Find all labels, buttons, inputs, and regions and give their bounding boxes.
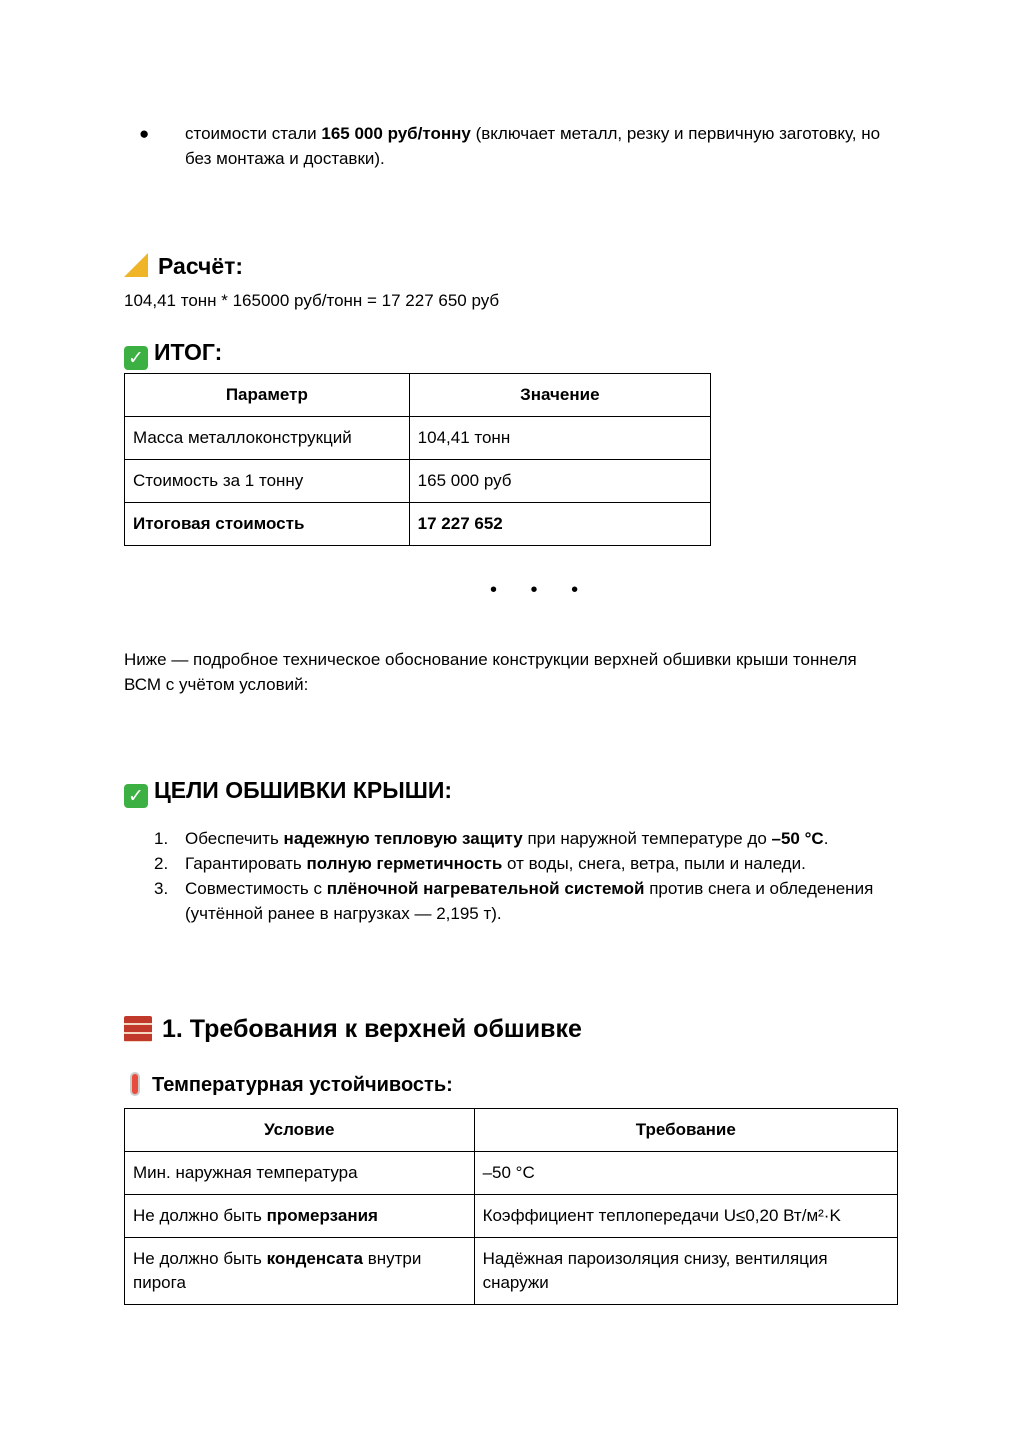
table-header-row [125, 374, 711, 417]
bullet-marker: ● [139, 124, 150, 143]
total-heading: ✓ ИТОГ: [124, 337, 222, 370]
table-cell: Масса металлоконструкций [125, 417, 410, 460]
calc-heading: Расчёт: [124, 251, 243, 281]
temp-table [124, 1108, 898, 1305]
check-mark-icon: ✓ [124, 346, 148, 370]
goals-list [124, 826, 924, 926]
table-cell: 104,41 тонн [409, 417, 710, 460]
list-item: 1. Обеспечить надежную тепловую защиту при наружной температуре до –50 °C. [154, 829, 829, 848]
table-cell: Стоимость за 1 тонну [125, 460, 410, 503]
table-cell: 165 000 руб [409, 460, 710, 503]
table-cell: –50 °C [474, 1152, 897, 1195]
calc-formula: 104,41 тонн * 165000 руб/тонн = 17 227 650 руб [124, 291, 500, 310]
list-item: 3. Совместимость с плёночной нагревательной системой против снега и обледенения (учтённой ранее в нагрузках — 2,195 т). [154, 879, 874, 923]
total-table [124, 373, 711, 546]
table-header: Требование [474, 1109, 897, 1152]
table-row [125, 1152, 898, 1195]
table-header-row [125, 1109, 898, 1152]
list-item: 2. Гарантировать полную герметичность от воды, снега, ветра, пыли и наледи. [154, 854, 806, 873]
table-cell: Коэффициент теплопередачи U≤0,20 Вт/м²·K [474, 1195, 897, 1238]
temp-heading: Температурная устойчивость: [124, 1071, 453, 1099]
bricks-icon [124, 1016, 152, 1042]
table-header: Параметр [125, 374, 410, 417]
list-item: ● стоимости стали 165 000 руб/тонну (включает металл, резку и первичную заготовку, но без монтажа и доставки). [124, 121, 884, 171]
thermometer-icon [132, 1074, 138, 1094]
table-cell: Не должно быть конденсата внутри пирога [125, 1238, 475, 1305]
intro-bullet-list [124, 121, 884, 171]
table-row [125, 460, 711, 503]
triangular-ruler-icon [124, 253, 148, 277]
table-row [125, 503, 711, 546]
intro-paragraph: Ниже — подробное техническое обоснование конструкции верхней обшивки крыши тоннеля ВСМ с учётом условий: [124, 650, 857, 694]
table-cell: Надёжная пароизоляция снизу, вентиляция снаружи [474, 1238, 897, 1305]
table-cell: Мин. наружная температура [125, 1152, 475, 1195]
table-header: Значение [409, 374, 710, 417]
check-mark-icon: ✓ [124, 784, 148, 808]
table-cell: Не должно быть промерзания [125, 1195, 475, 1238]
section-separator: • • • [490, 579, 593, 601]
table-row [125, 1238, 898, 1305]
table-cell: 17 227 652 [409, 503, 710, 546]
table-header: Условие [125, 1109, 475, 1152]
table-cell: Итоговая стоимость [125, 503, 410, 546]
goals-heading: ✓ ЦЕЛИ ОБШИВКИ КРЫШИ: [124, 775, 452, 808]
section1-heading: 1. Требования к верхней обшивке [124, 1014, 582, 1044]
table-row [125, 417, 711, 460]
table-row [125, 1195, 898, 1238]
